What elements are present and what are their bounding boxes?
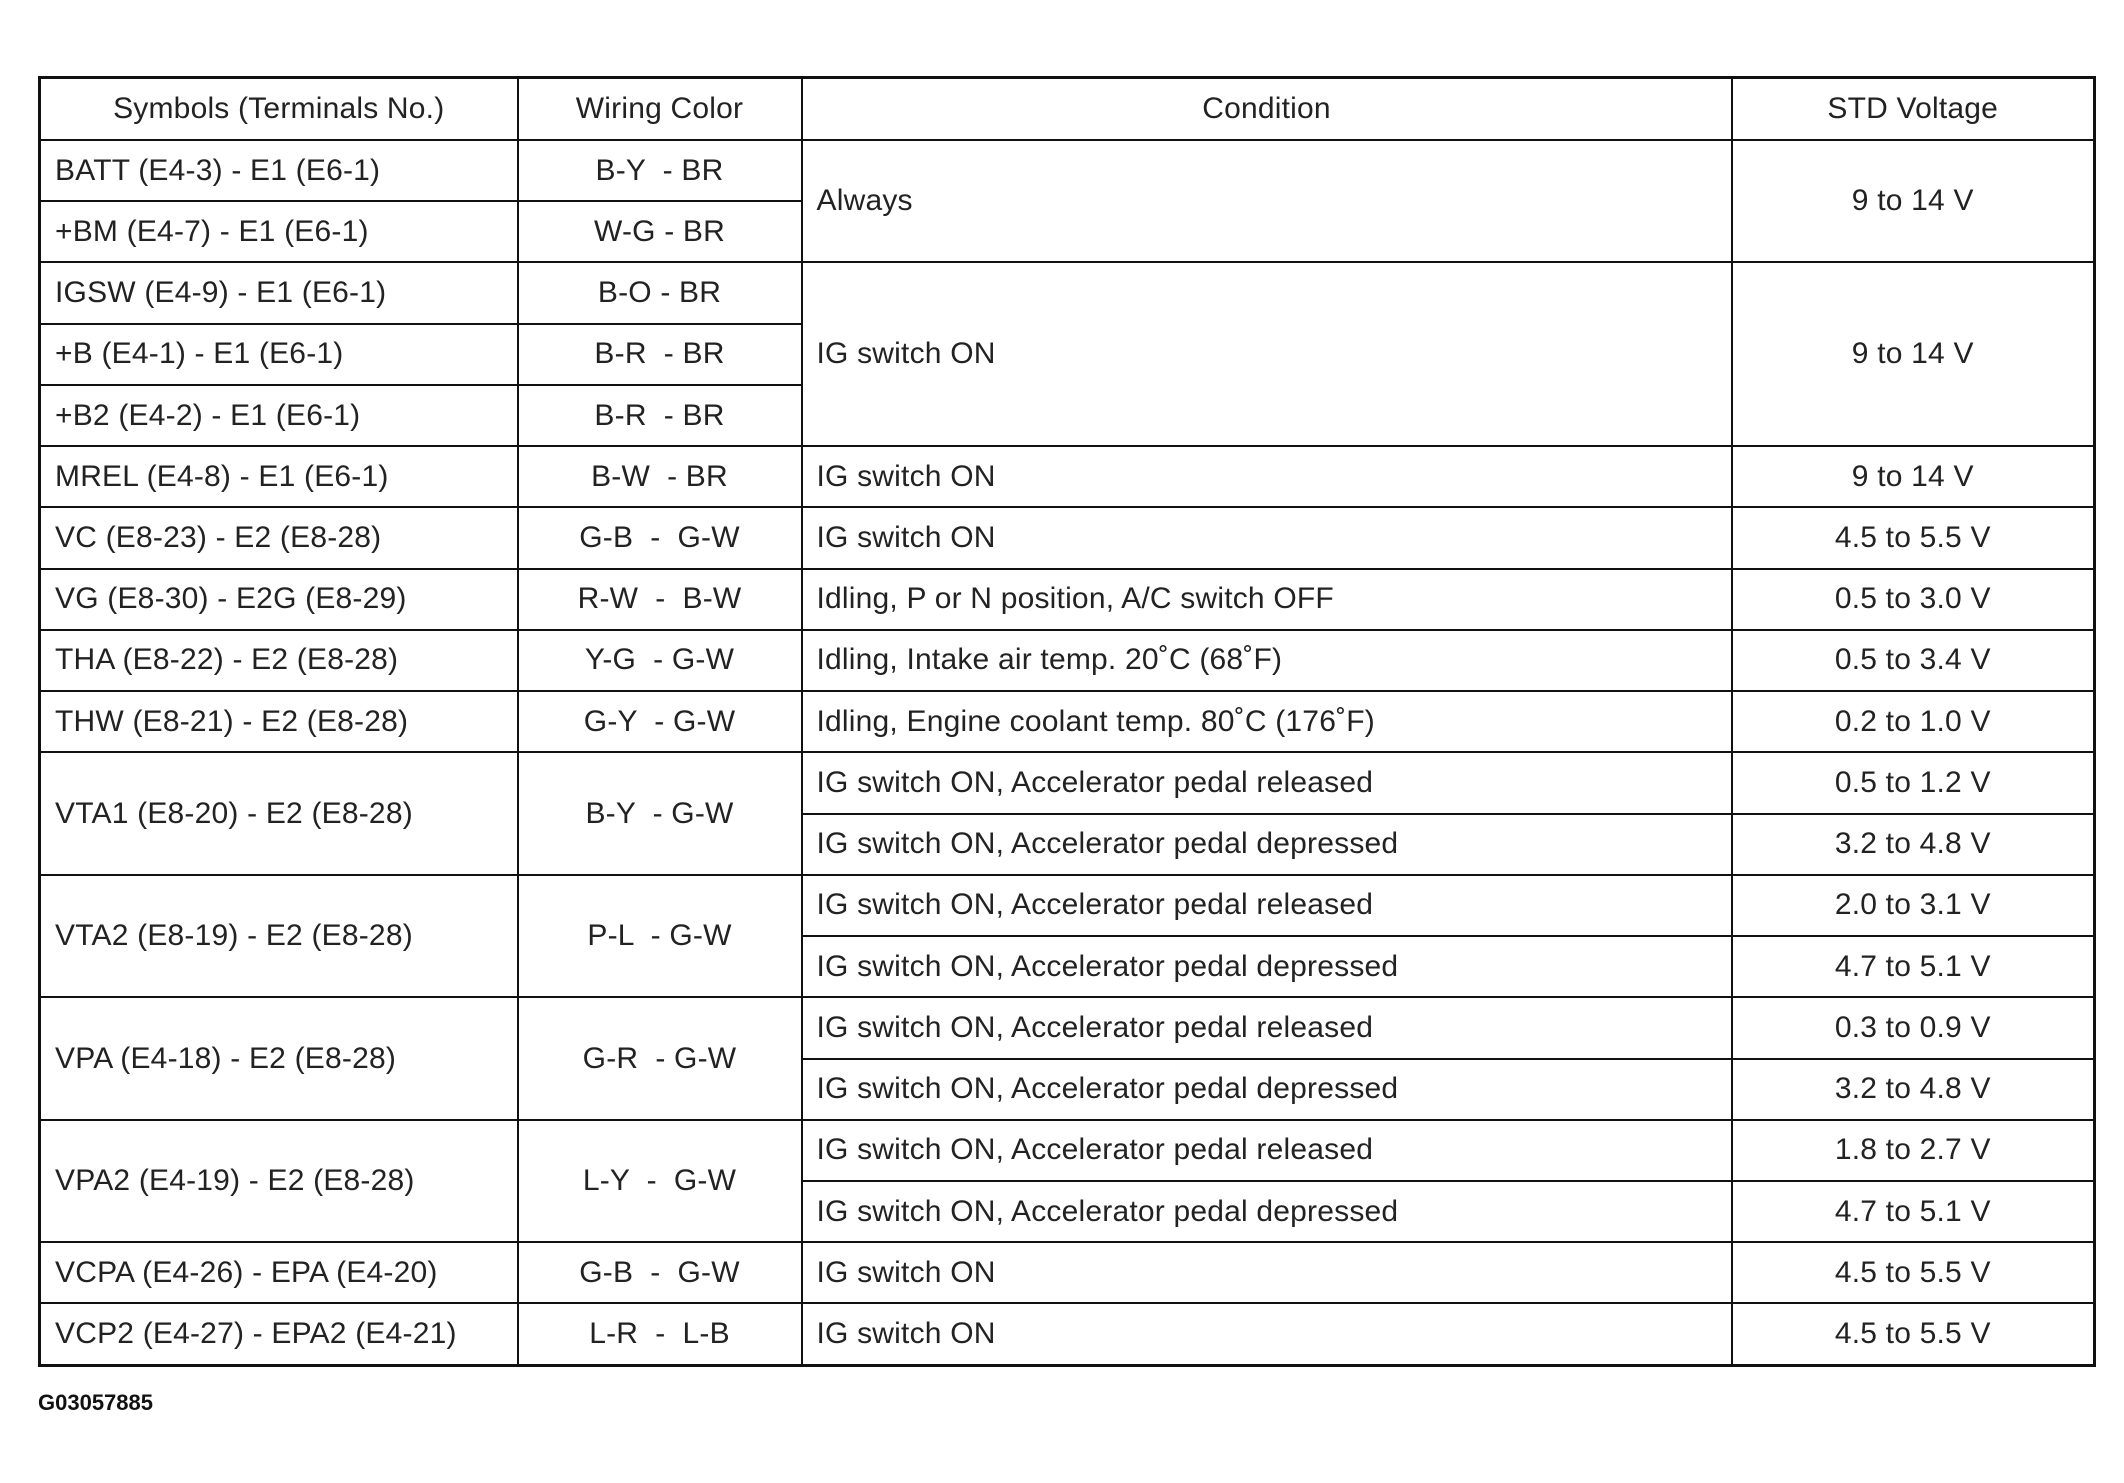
condition-cell: IG switch ON <box>802 1303 1732 1365</box>
std-voltage-cell: 0.5 to 3.4 V <box>1732 630 2095 691</box>
table-row <box>40 997 2095 1058</box>
condition-cell: IG switch ON, Accelerator pedal released <box>802 1120 1732 1181</box>
symbol-cell: +B2 (E4-2) - E1 (E6-1) <box>40 385 518 446</box>
symbol-cell: VCPA (E4-26) - EPA (E4-20) <box>40 1242 518 1303</box>
wiring-color-cell: B-W - BR <box>518 446 802 507</box>
table-row <box>40 140 2095 201</box>
table-row <box>40 262 2095 323</box>
condition-cell: IG switch ON, Accelerator pedal depressed <box>802 1181 1732 1242</box>
condition-cell: IG switch ON, Accelerator pedal depressed <box>802 1059 1732 1120</box>
std-voltage-cell: 4.5 to 5.5 V <box>1732 507 2095 568</box>
voltage-spec-table <box>38 76 2096 1367</box>
table-row <box>40 507 2095 568</box>
wiring-color-cell: G-B - G-W <box>518 507 802 568</box>
wiring-color-cell: G-R - G-W <box>518 997 802 1119</box>
figure-id: G03057885 <box>38 1390 153 1415</box>
wiring-color-cell: L-R - L-B <box>518 1303 802 1365</box>
condition-cell: Idling, Intake air temp. 20˚C (68˚F) <box>802 630 1732 691</box>
wiring-color-cell: G-Y - G-W <box>518 691 802 752</box>
wiring-color-cell: B-R - BR <box>518 324 802 385</box>
std-voltage-cell: 4.7 to 5.1 V <box>1732 936 2095 997</box>
symbol-cell: VCP2 (E4-27) - EPA2 (E4-21) <box>40 1303 518 1365</box>
table-row <box>40 752 2095 813</box>
table-body <box>40 140 2095 1366</box>
wiring-color-cell: B-R - BR <box>518 385 802 446</box>
header-wiring-color: Wiring Color <box>518 78 802 141</box>
condition-cell: IG switch ON <box>802 1242 1732 1303</box>
wiring-color-cell: L-Y - G-W <box>518 1120 802 1242</box>
std-voltage-cell: 4.5 to 5.5 V <box>1732 1303 2095 1365</box>
condition-cell: IG switch ON, Accelerator pedal released <box>802 997 1732 1058</box>
wiring-color-cell: B-Y - BR <box>518 140 802 201</box>
std-voltage-cell: 0.5 to 3.0 V <box>1732 569 2095 630</box>
wiring-color-cell: G-B - G-W <box>518 1242 802 1303</box>
table-row <box>40 1303 2095 1365</box>
condition-cell: IG switch ON, Accelerator pedal depressed <box>802 814 1732 875</box>
table-row <box>40 691 2095 752</box>
std-voltage-cell: 3.2 to 4.8 V <box>1732 1059 2095 1120</box>
std-voltage-cell: 4.5 to 5.5 V <box>1732 1242 2095 1303</box>
condition-cell: IG switch ON, Accelerator pedal released <box>802 875 1732 936</box>
wiring-color-cell: B-O - BR <box>518 262 802 323</box>
table-row <box>40 446 2095 507</box>
symbol-cell: VG (E8-30) - E2G (E8-29) <box>40 569 518 630</box>
wiring-color-cell: R-W - B-W <box>518 569 802 630</box>
table-header-row <box>40 78 2095 141</box>
header-condition: Condition <box>802 78 1732 141</box>
table-row <box>40 569 2095 630</box>
table-row <box>40 630 2095 691</box>
symbol-cell: +BM (E4-7) - E1 (E6-1) <box>40 201 518 262</box>
std-voltage-cell: 9 to 14 V <box>1732 140 2095 262</box>
std-voltage-cell: 9 to 14 V <box>1732 262 2095 446</box>
wiring-color-cell: Y-G - G-W <box>518 630 802 691</box>
condition-cell: IG switch ON <box>802 507 1732 568</box>
symbol-cell: VC (E8-23) - E2 (E8-28) <box>40 507 518 568</box>
condition-cell: Idling, Engine coolant temp. 80˚C (176˚F) <box>802 691 1732 752</box>
std-voltage-cell: 2.0 to 3.1 V <box>1732 875 2095 936</box>
symbol-cell: MREL (E4-8) - E1 (E6-1) <box>40 446 518 507</box>
symbol-cell: VTA2 (E8-19) - E2 (E8-28) <box>40 875 518 997</box>
std-voltage-cell: 1.8 to 2.7 V <box>1732 1120 2095 1181</box>
symbol-cell: BATT (E4-3) - E1 (E6-1) <box>40 140 518 201</box>
condition-cell: IG switch ON <box>802 446 1732 507</box>
header-symbols: Symbols (Terminals No.) <box>40 78 518 141</box>
std-voltage-cell: 9 to 14 V <box>1732 446 2095 507</box>
std-voltage-cell: 0.2 to 1.0 V <box>1732 691 2095 752</box>
symbol-cell: VTA1 (E8-20) - E2 (E8-28) <box>40 752 518 874</box>
symbol-cell: THW (E8-21) - E2 (E8-28) <box>40 691 518 752</box>
table-row <box>40 1242 2095 1303</box>
wiring-color-cell: B-Y - G-W <box>518 752 802 874</box>
condition-cell: IG switch ON, Accelerator pedal released <box>802 752 1732 813</box>
table-row <box>40 875 2095 936</box>
std-voltage-cell: 0.5 to 1.2 V <box>1732 752 2095 813</box>
symbol-cell: THA (E8-22) - E2 (E8-28) <box>40 630 518 691</box>
condition-cell: IG switch ON, Accelerator pedal depressed <box>802 936 1732 997</box>
symbol-cell: +B (E4-1) - E1 (E6-1) <box>40 324 518 385</box>
header-std-voltage: STD Voltage <box>1732 78 2095 141</box>
condition-cell: Always <box>802 140 1732 262</box>
wiring-color-cell: W-G - BR <box>518 201 802 262</box>
symbol-cell: VPA (E4-18) - E2 (E8-28) <box>40 997 518 1119</box>
symbol-cell: VPA2 (E4-19) - E2 (E8-28) <box>40 1120 518 1242</box>
symbol-cell: IGSW (E4-9) - E1 (E6-1) <box>40 262 518 323</box>
condition-cell: Idling, P or N position, A/C switch OFF <box>802 569 1732 630</box>
std-voltage-cell: 3.2 to 4.8 V <box>1732 814 2095 875</box>
condition-cell: IG switch ON <box>802 262 1732 446</box>
table-row <box>40 1120 2095 1181</box>
wiring-color-cell: P-L - G-W <box>518 875 802 997</box>
std-voltage-cell: 0.3 to 0.9 V <box>1732 997 2095 1058</box>
std-voltage-cell: 4.7 to 5.1 V <box>1732 1181 2095 1242</box>
